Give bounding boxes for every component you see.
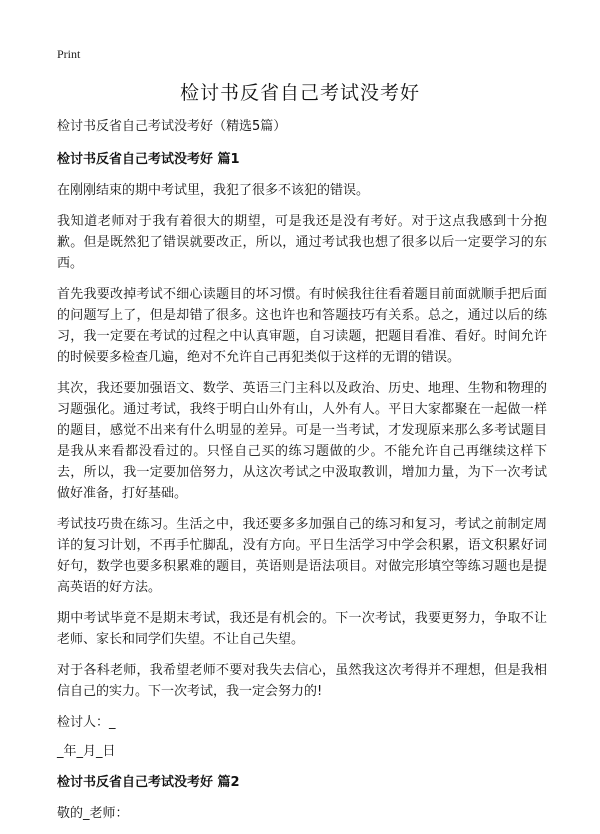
paragraph: 对于各科老师，我希望老师不要对我失去信心，虽然我这次考得并不理想，但是我相信自己的实力。下一次考试，我一定会努力的! bbox=[57, 663, 547, 699]
paragraph: 我知道老师对于我有着很大的期望，可是我还是没有考好。对于这点我感到十分抱歉。但是既然犯了错误就要改正，所以，通过考试我也想了很多以后一定要学习的东西。 bbox=[57, 214, 547, 271]
paragraph: 期中考试毕竟不是期末考试，我还是有机会的。下一次考试，我要更努力，争取不让老师、家长和同学们失望。不让自己失望。 bbox=[57, 611, 547, 647]
paragraph: 在刚刚结束的期中考试里，我犯了很多不该犯的错误。 bbox=[57, 183, 370, 198]
section-heading-1: 检讨书反省自己考试没考好 篇1 bbox=[57, 152, 240, 167]
section-heading-2: 检讨书反省自己考试没考好 篇2 bbox=[57, 775, 240, 790]
paragraph: 考试技巧贵在练习。生活之中，我还要多多加强自己的练习和复习，考试之前制定周详的复习计划，不再手忙脚乱，没有方向。平日生活学习中学会积累，语文积累好词好句，数学也要多积累难的题目，英语则是语法项目。对做完形填空等练习题也是提高英语的好方法。 bbox=[57, 517, 547, 595]
greeting-line: 敬的_老师： bbox=[57, 806, 129, 821]
print-link[interactable]: Print bbox=[57, 47, 81, 61]
signature-line: 检讨人：_ bbox=[57, 715, 116, 730]
date-line: _年_月_日 bbox=[57, 744, 116, 759]
article-body bbox=[57, 116, 547, 834]
paragraph: 首先我要改掉考试不细心读题目的坏习惯。有时候我往往看着题目前面就顺手把后面的问题写上了，但是却错了很多。这也许也和答题技巧有关系。总之，通过以后的练习，我一定要在考试的过程之中认真审题，自习读题，把题目看准、看好。时间允许的时候要多检查几遍，绝对不允许自己再犯类似于这样的无谓的错误。 bbox=[57, 287, 547, 365]
page-title: 检讨书反省自己考试没考好 bbox=[179, 82, 420, 104]
article-subtitle: 检讨书反省自己考试没考好（精选5篇） bbox=[57, 119, 287, 134]
paragraph: 其次，我还要加强语文、数学、英语三门主科以及政治、历史、地理、生物和物理的习题强化。通过考试，我终于明白山外有山，人外有人。平日大家都聚在一起做一样的题目，感觉不出来有什么明显的差异。可是一当考试，才发现原来那么多考试题目是我从来看都没看过的。只怪自己买的练习题做的少。不能允许自己再继续这样下去，所以，我一定要加倍努力，从这次考试之中汲取教训，增加力量，为下一次考试做好准备，打好基础。 bbox=[57, 381, 547, 501]
